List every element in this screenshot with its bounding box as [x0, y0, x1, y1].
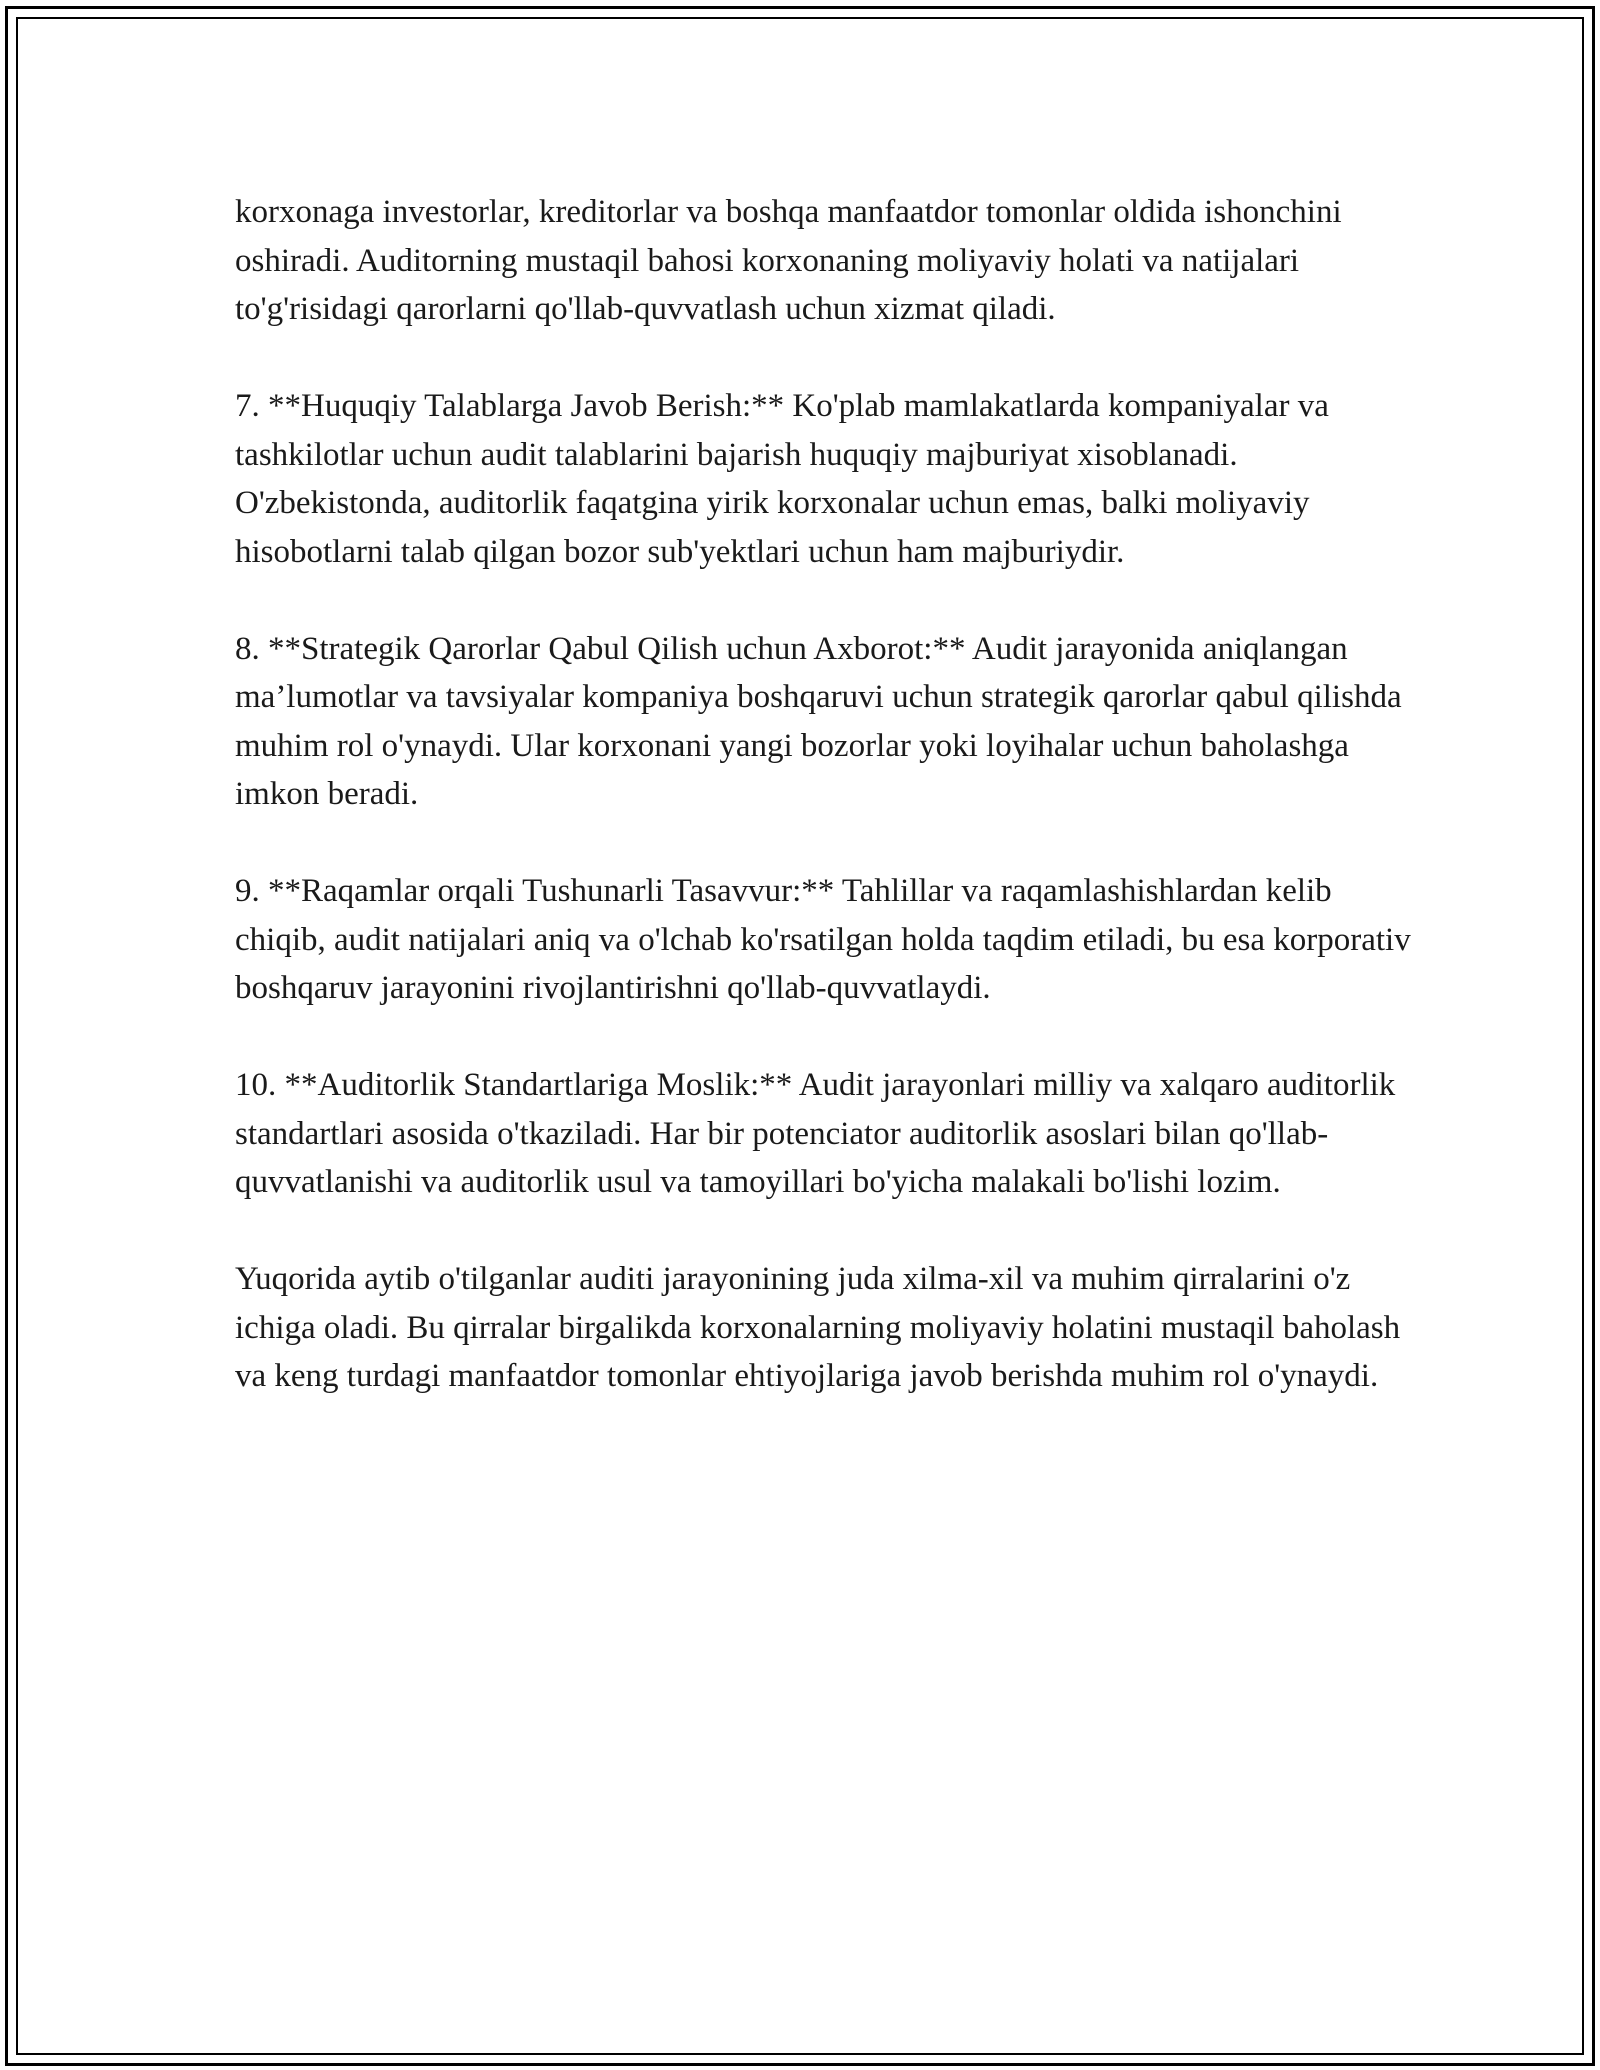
- paragraph-item-10: 10. **Auditorlik Standartlariga Moslik:** Audit jarayonlari milliy va xalqaro auditorlik standartlari asosida o'tkaziladi. Har bir potenciator auditorlik asoslari bilan qo'llab-quvvatlanishi va auditorlik usul va tamoyillari bo'yicha malakali bo'lishi lozim.: [235, 1067, 1396, 1200]
- paragraph-item-7: 7. **Huquqiy Talablarga Javob Berish:** Ko'plab mamlakatlarda kompaniyalar va tashkilotlar uchun audit talablarini bajarish huquqiy majburiyat xisoblanadi. O'zbekistonda, auditorlik faqatgina yirik korxonalar uchun emas, balki moliyaviy hisobotlarni talab qilgan bozor sub'yektlari uchun ham majburiydir.: [235, 388, 1329, 570]
- paragraph-conclusion: Yuqorida aytib o'tilganlar auditi jarayonining juda xilma-xil va muhim qirralarini o'z ichiga oladi. Bu qirralar birgalikda korxonalarning moliyaviy holatini mustaqil baholash va keng turdagi manfaatdor tomonlar ehtiyojlariga javob berishda muhim rol o'ynaydi.: [235, 1261, 1401, 1394]
- paragraph-intro-continuation: korxonaga investorlar, kreditorlar va boshqa manfaatdor tomonlar oldida ishonchini oshiradi. Auditorning mustaqil bahosi korxonaning moliyaviy holati va natijalari to'g'risidagi qarorlarni qo'llab-quvvatlash uchun xizmat qiladi.: [235, 194, 1342, 327]
- document-body: [235, 188, 1415, 1449]
- paragraph-item-8: 8. **Strategik Qarorlar Qabul Qilish uchun Axborot:** Audit jarayonida aniqlangan ma’lumotlar va tavsiyalar kompaniya boshqaruvi uchun strategik qarorlar qabul qilishda muhim rol o'ynaydi. Ular korxonani yangi bozorlar yoki loyihalar uchun baholashga imkon beradi.: [235, 630, 1402, 812]
- paragraph-item-9: 9. **Raqamlar orqali Tushunarli Tasavvur:** Tahlillar va raqamlashishlardan kelib chiqib, audit natijalari aniq va o'lchab ko'rsatilgan holda taqdim etiladi, bu esa korporativ boshqaruv jarayonini rivojlantirishni qo'llab-quvvatlaydi.: [235, 873, 1411, 1006]
